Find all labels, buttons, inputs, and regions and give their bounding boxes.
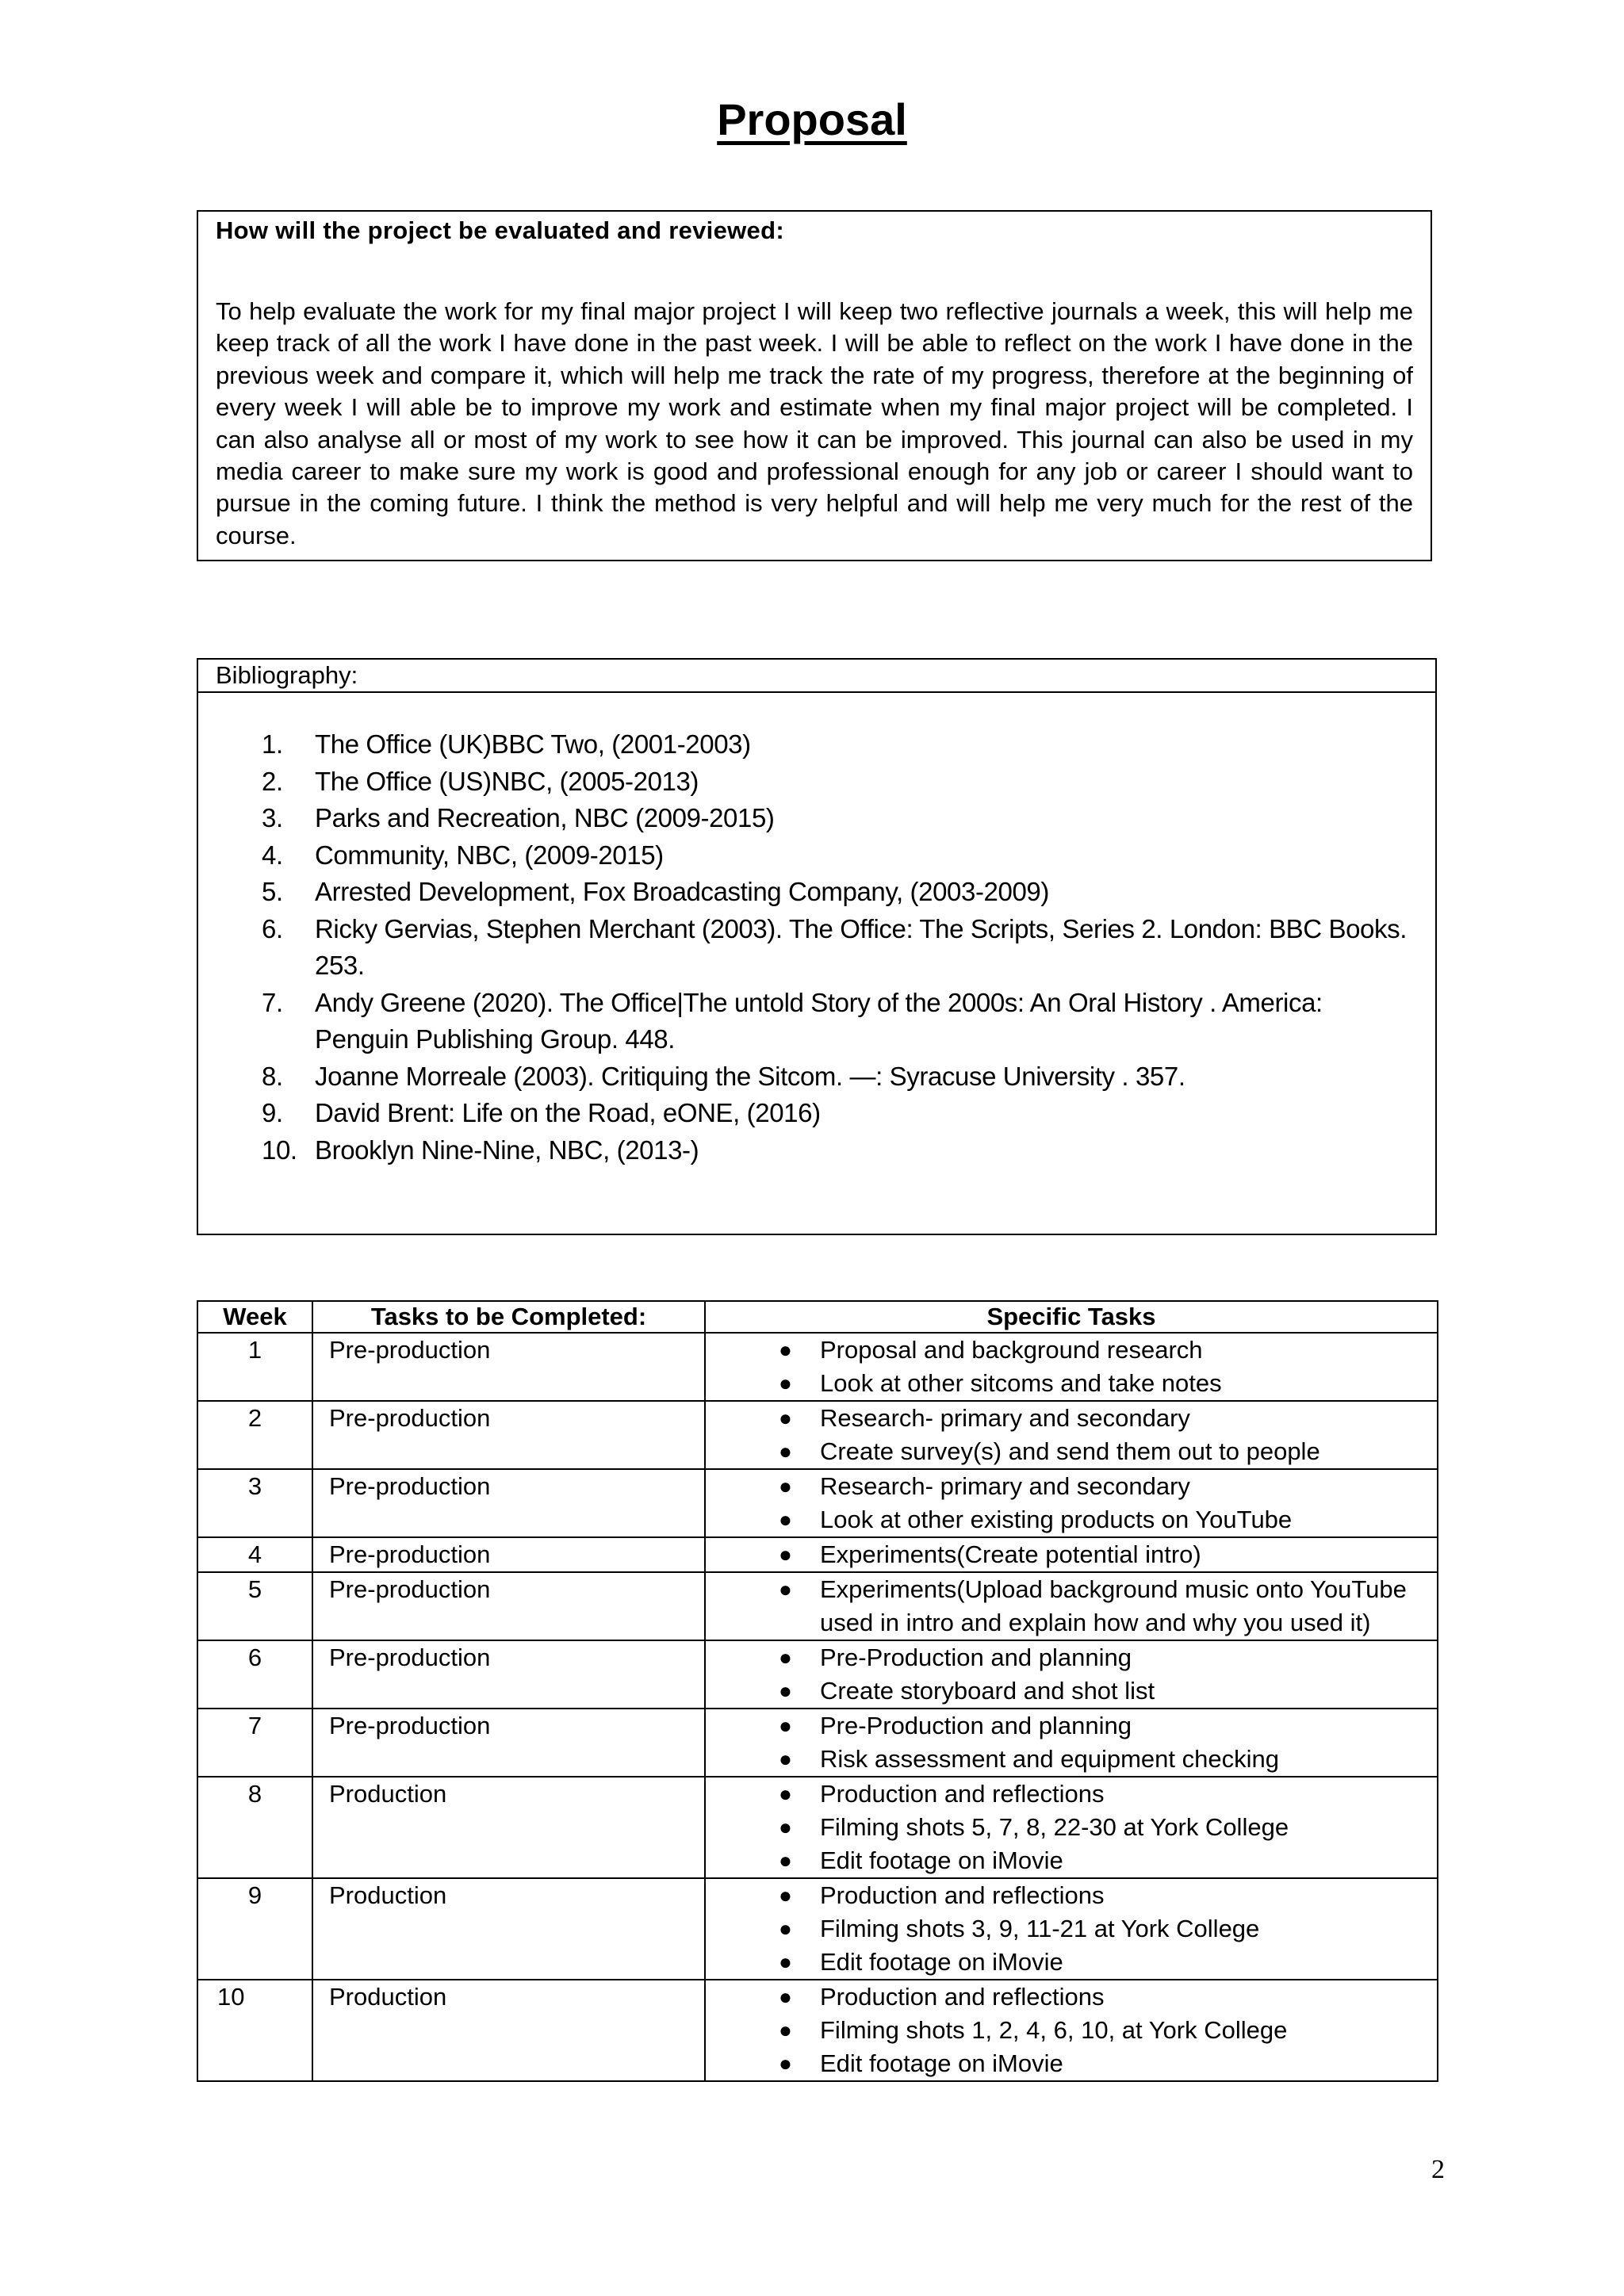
bullet-icon: ● [779,1916,792,1941]
specific-task-text: Look at other existing products on YouTube [820,1506,1293,1533]
specific-task-text: Experiments(Upload background music onto YouTube used in intro and explain how and why you used it) [820,1575,1407,1636]
table-row [197,1709,1438,1777]
task-phase: Pre-production [312,1572,705,1640]
specific-task-text: Filming shots 5, 7, 8, 22-30 at York College [820,1813,1289,1841]
specific-task-text: Production and reflections [820,1983,1105,2011]
task-phase: Pre-production [312,1333,705,1401]
bibliography-item [198,1058,1435,1096]
specific-task-text: Filming shots 3, 9, 11-21 at York College [820,1915,1260,1942]
bibliography-item-text: Community, NBC, (2009-2015) [315,840,664,870]
bullet-icon: ● [779,1883,792,1908]
specific-tasks-cell [705,1401,1438,1469]
specific-task-text: Look at other sitcoms and take notes [820,1369,1222,1397]
week-number: 4 [197,1537,312,1572]
bibliography-item-number: 4. [262,840,283,870]
specific-task-text: Risk assessment and equipment checking [820,1745,1279,1773]
specific-task-text: Production and reflections [820,1780,1105,1808]
specific-task-text: Proposal and background research [820,1336,1203,1364]
bullet-icon: ● [779,1678,792,1703]
page-title: Proposal [717,94,907,144]
specific-task-text: Research- primary and secondary [820,1404,1190,1432]
specific-task-item [706,1946,1437,1979]
bibliography-item-text: Arrested Development, Fox Broadcasting Company, (2003-2009) [315,877,1049,906]
task-phase: Production [312,1878,705,1980]
week-number: 5 [197,1572,312,1640]
bullet-icon: ● [779,2018,792,2042]
specific-task-text: Experiments(Create potential intro) [820,1540,1201,1568]
week-number: 2 [197,1401,312,1469]
task-phase: Pre-production [312,1401,705,1469]
schedule-header-row [197,1301,1438,1333]
specific-task-text: Filming shots 1, 2, 4, 6, 10, at York College [820,2016,1288,2044]
task-phase: Pre-production [312,1640,705,1709]
task-phase: Pre-production [312,1469,705,1537]
bibliography-item-number: 5. [262,877,283,906]
bibliography-item [198,837,1435,874]
bibliography-item [198,763,1435,801]
table-row [197,1640,1438,1709]
specific-task-item [706,1641,1437,1674]
bibliography-item-text: The Office (UK)BBC Two, (2001-2003) [315,729,751,759]
evaluation-heading: How will the project be evaluated and reviewed: [216,216,784,244]
specific-tasks-cell [705,1333,1438,1401]
specific-task-text: Edit footage on iMovie [820,1846,1063,1874]
specific-tasks-cell [705,1640,1438,1709]
specific-task-item [706,1503,1437,1536]
bibliography-item-text: The Office (US)NBC, (2005-2013) [315,766,699,796]
bibliography-item [198,1132,1435,1169]
task-phase: Pre-production [312,1709,705,1777]
specific-task-item [706,1470,1437,1503]
specific-tasks-cell [705,1469,1438,1537]
table-row [197,1777,1438,1878]
bullet-icon: ● [779,1984,792,2009]
bibliography-item-text: Joanne Morreale (2003). Critiquing the Sitcom. —: Syracuse University . 357. [315,1061,1185,1091]
bibliography-item [198,800,1435,837]
specific-task-text: Pre-Production and planning [820,1644,1132,1671]
task-phase: Production [312,1777,705,1878]
week-number: 6 [197,1640,312,1709]
bullet-icon: ● [779,1815,792,1839]
bibliography-item [198,985,1435,1058]
specific-task-item [706,1811,1437,1844]
bullet-icon: ● [779,1542,792,1567]
week-number: 10 [197,1980,312,2081]
evaluation-box [197,210,1432,561]
specific-task-text: Create storyboard and shot list [820,1677,1155,1705]
specific-task-item [706,1402,1437,1435]
tasks-column-header: Tasks to be Completed: [312,1301,705,1333]
specific-task-item [706,1777,1437,1811]
week-column-header: Week [197,1301,312,1333]
bibliography-item-text: Parks and Recreation, NBC (2009-2015) [315,803,775,832]
specific-task-item [706,1334,1437,1367]
week-number: 3 [197,1469,312,1537]
bullet-icon: ● [779,1439,792,1464]
bullet-icon: ● [779,1645,792,1670]
specific-task-text: Create survey(s) and send them out to people [820,1437,1320,1465]
specific-task-text: Pre-Production and planning [820,1712,1132,1739]
table-row [197,1980,1438,2081]
bibliography-box [197,658,1437,1235]
bullet-icon: ● [779,1507,792,1532]
bullet-icon: ● [779,1747,792,1771]
bullet-icon: ● [779,1577,792,1601]
bibliography-item [198,874,1435,911]
week-number: 9 [197,1878,312,1980]
bibliography-item-number: 1. [262,729,283,759]
specific-tasks-cell [705,1878,1438,1980]
bibliography-list [198,726,1435,1169]
specific-task-item [706,1435,1437,1468]
specific-tasks-column-header: Specific Tasks [705,1301,1438,1333]
specific-task-item [706,1844,1437,1877]
specific-task-item [706,2047,1437,2080]
week-number: 7 [197,1709,312,1777]
week-number: 1 [197,1333,312,1401]
table-row [197,1469,1438,1537]
table-row [197,1401,1438,1469]
bullet-icon: ● [779,1474,792,1498]
bibliography-item-text: Brooklyn Nine-Nine, NBC, (2013-) [315,1135,699,1165]
specific-task-text: Edit footage on iMovie [820,1948,1063,1976]
specific-task-text: Production and reflections [820,1881,1105,1909]
bibliography-item [198,726,1435,763]
specific-tasks-cell [705,1777,1438,1878]
specific-task-item [706,1674,1437,1708]
bibliography-item-text: Andy Greene (2020). The Office|The untold Story of the 2000s: An Oral History . America: Penguin Publishing Group. 448. [315,987,1323,1054]
specific-tasks-cell [705,1572,1438,1640]
bibliography-item-number: 9. [262,1098,283,1127]
table-row [197,1333,1438,1401]
task-phase: Pre-production [312,1537,705,1572]
evaluation-body: To help evaluate the work for my final major project I will keep two reflective journals a week, this will help me keep track of all the work I have done in the past week. I will be able to reflect on the work I have done in the previous week and compare it, which will help me track the rate of my progress, therefore at the beginning of every week I will able be to improve my work and estimate when my final major project will be completed. I can also analyse all or most of my work to see how it can be improved. This journal can also be used in my media career to make sure my work is good and professional enough for any job or career I should want to pursue in the coming future. I think the method is very helpful and will help me very much for the rest of the course. [216,297,1413,549]
bullet-icon: ● [779,1337,792,1362]
table-row [197,1537,1438,1572]
specific-task-text: Edit footage on iMovie [820,2049,1063,2077]
bibliography-item-text: David Brent: Life on the Road, eONE, (2016) [315,1098,821,1127]
specific-task-item [706,1573,1437,1640]
specific-task-item [706,1743,1437,1776]
bibliography-item [198,911,1435,985]
specific-task-item [706,1367,1437,1400]
specific-task-item [706,1709,1437,1743]
week-number: 8 [197,1777,312,1878]
specific-task-text: Research- primary and secondary [820,1472,1190,1500]
specific-task-item [706,1879,1437,1912]
table-row [197,1878,1438,1980]
schedule-table [197,1300,1438,2082]
bullet-icon: ● [779,1713,792,1738]
bullet-icon: ● [779,1848,792,1873]
specific-task-item [706,1912,1437,1946]
task-phase: Production [312,1980,705,2081]
specific-tasks-cell [705,1537,1438,1572]
bullet-icon: ● [779,1371,792,1395]
bibliography-item-number: 2. [262,766,283,796]
bullet-icon: ● [779,2051,792,2076]
bullet-icon: ● [779,1781,792,1806]
specific-task-item [706,1538,1437,1571]
bibliography-item-number: 7. [262,987,283,1017]
bibliography-item-number: 10. [262,1135,297,1165]
bibliography-item-text: Ricky Gervias, Stephen Merchant (2003). The Office: The Scripts, Series 2. London: BBC Books. 253. [315,913,1407,980]
bibliography-item-number: 8. [262,1061,283,1091]
specific-tasks-cell [705,1980,1438,2081]
page-number: 2 [1431,2155,1445,2184]
bibliography-item-number: 3. [262,803,283,832]
table-row [197,1572,1438,1640]
bibliography-item [198,1095,1435,1132]
bibliography-heading: Bibliography: [198,660,1435,693]
bibliography-item-number: 6. [262,913,283,943]
specific-task-item [706,1980,1437,2014]
specific-tasks-cell [705,1709,1438,1777]
specific-task-item [706,2014,1437,2047]
bullet-icon: ● [779,1950,792,1974]
bullet-icon: ● [779,1406,792,1430]
